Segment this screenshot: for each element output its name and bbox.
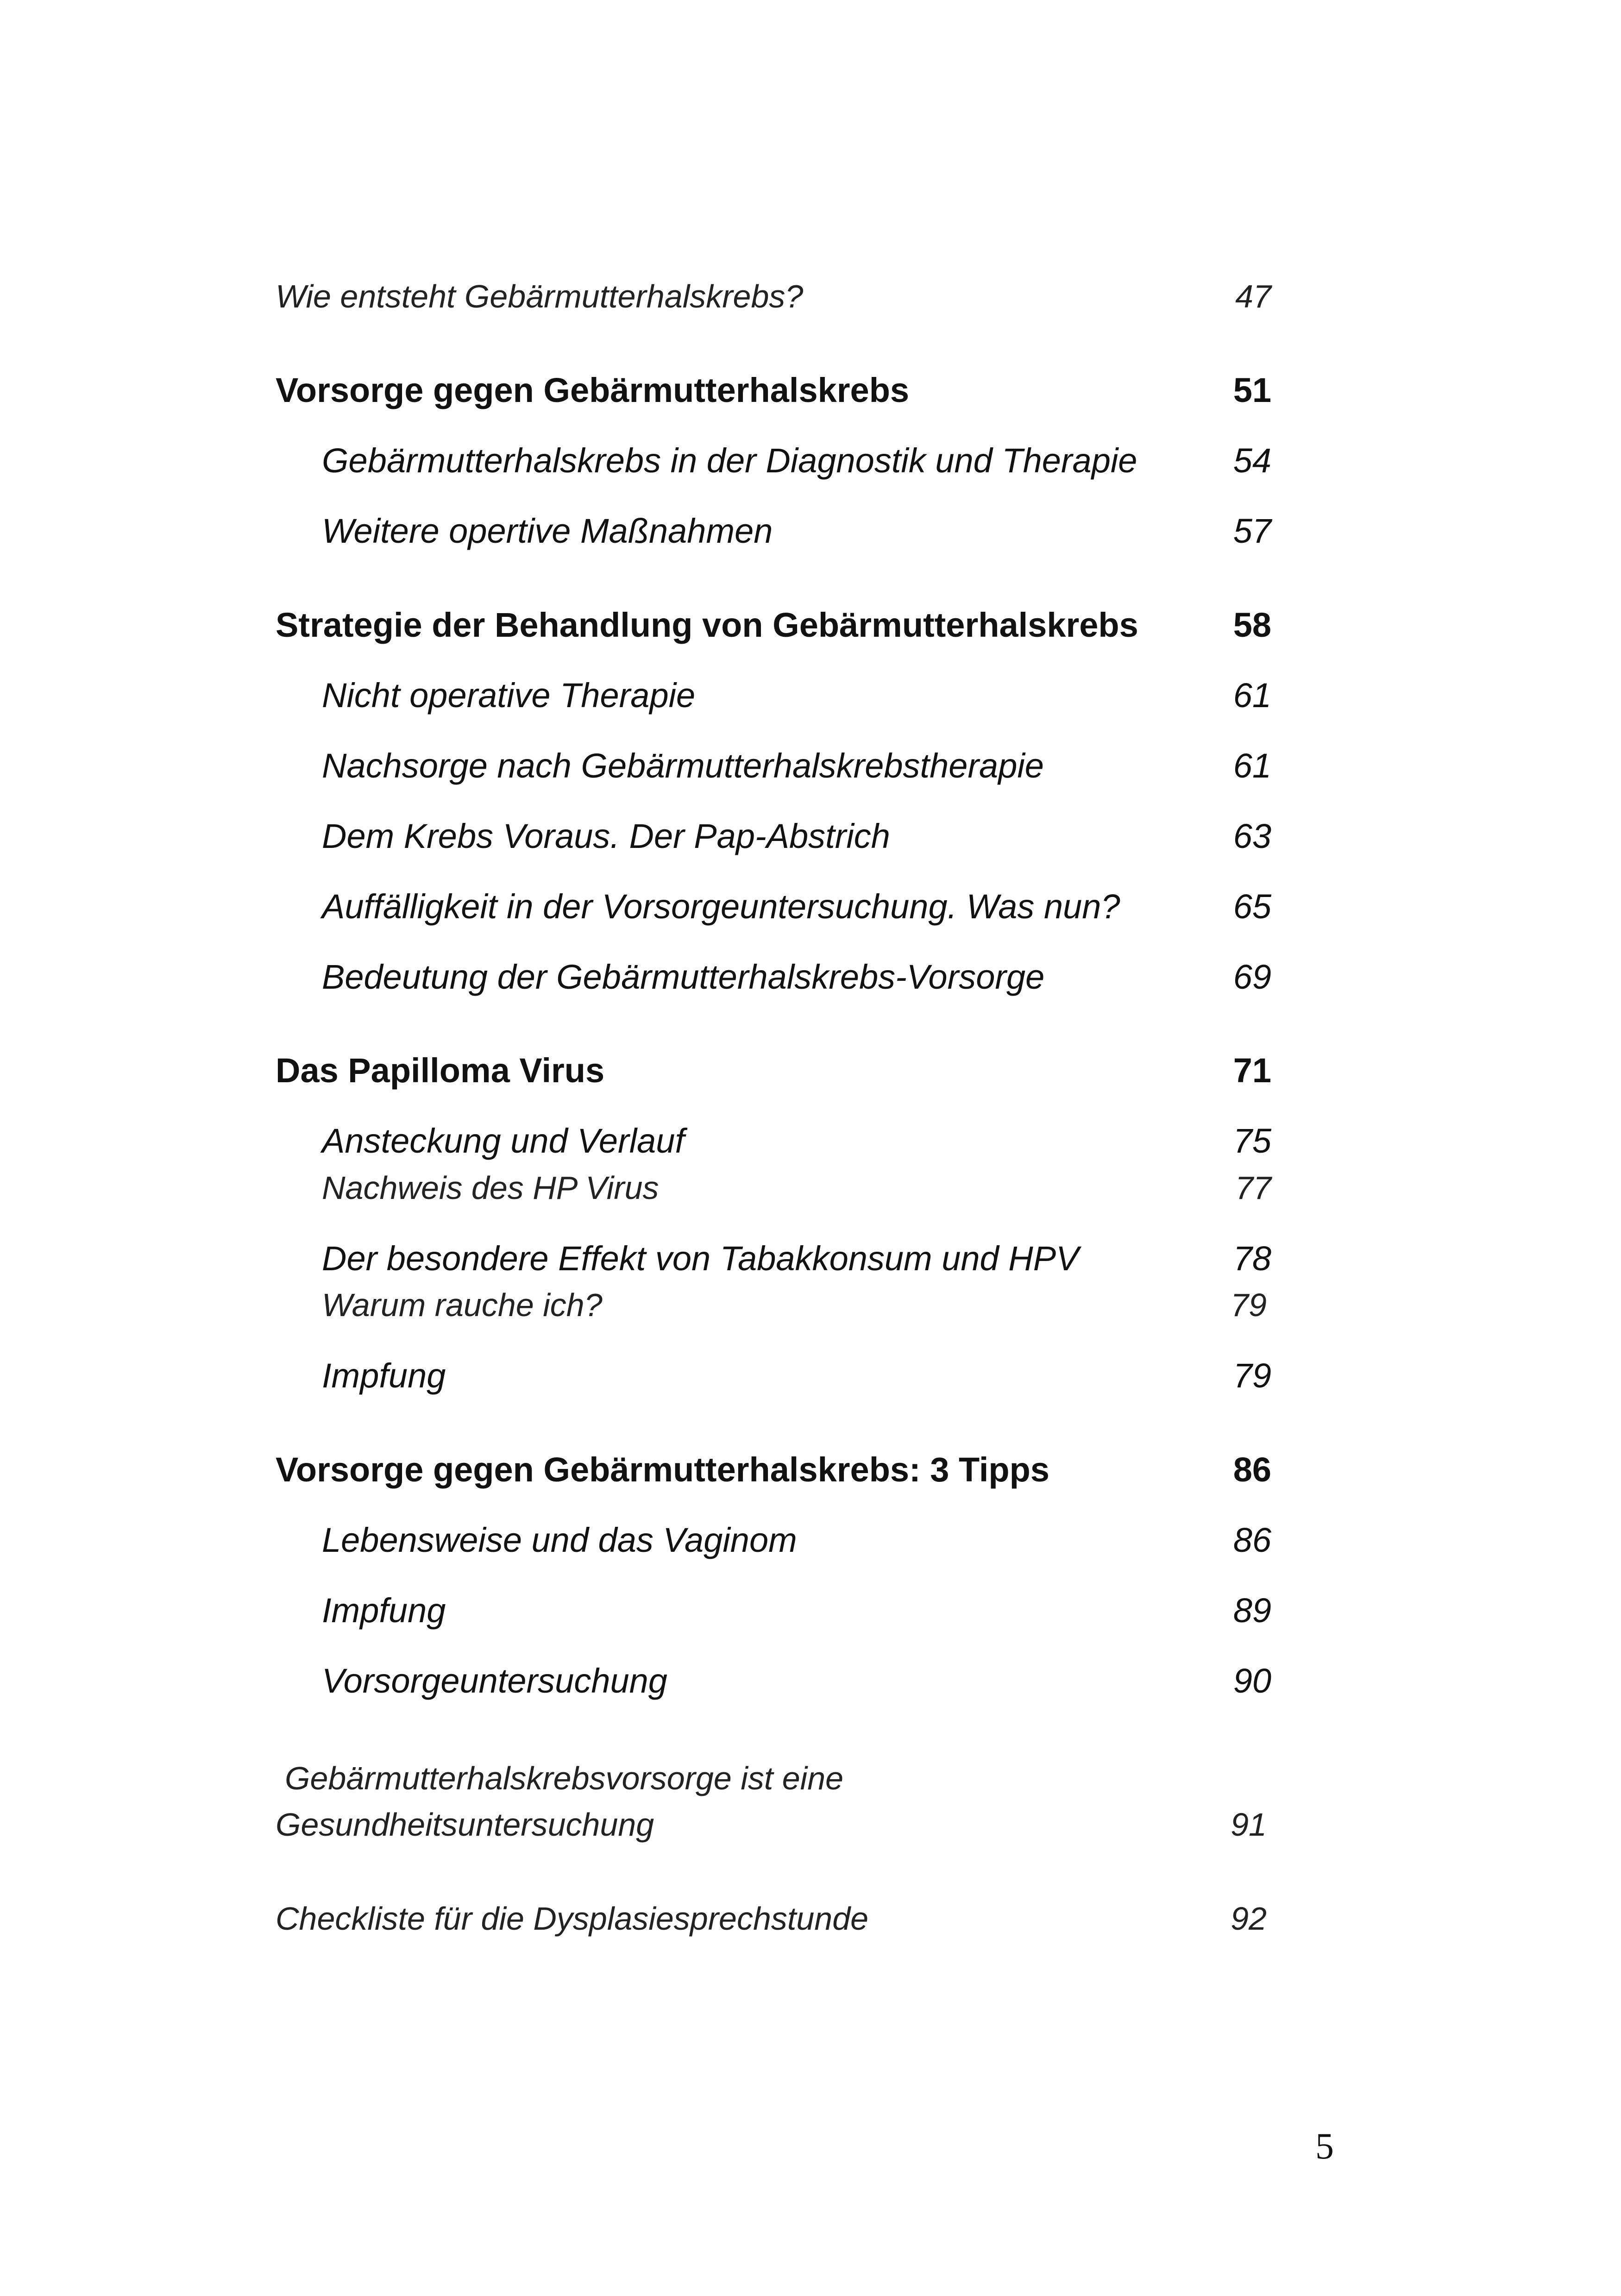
toc-chapter-page: 51	[1233, 371, 1271, 409]
toc-chapter	[276, 1450, 1271, 1492]
toc-entry-title: Warum rauche ich?	[322, 1287, 603, 1323]
toc-entry-page: 86	[1233, 1521, 1271, 1559]
toc-entry-page: 78	[1233, 1239, 1271, 1278]
toc-entry-title: Gebärmutterhalskrebs in der Diagnostik und Therapie	[322, 441, 1137, 480]
toc-entry-title: Bedeutung der Gebärmutterhalskrebs-Vorsorge	[322, 958, 1045, 996]
toc-entry	[322, 1239, 1271, 1280]
toc-entry-page: 77	[1235, 1170, 1271, 1206]
toc-entry	[322, 957, 1271, 999]
toc-entry-title: Wie entsteht Gebärmutterhalskrebs?	[276, 278, 804, 314]
toc-entry-title: Checkliste für die Dysplasiesprechstunde	[276, 1901, 869, 1937]
toc-entry	[322, 746, 1271, 788]
toc-entry-title: Ansteckung und Verlauf	[322, 1122, 685, 1160]
toc-entry-page: 57	[1233, 512, 1271, 550]
page-number: 5	[1315, 2126, 1334, 2167]
toc-chapter-title: Vorsorge gegen Gebärmutterhalskrebs	[276, 371, 910, 409]
toc-entry-page: 63	[1233, 817, 1271, 855]
toc-entry	[322, 1356, 1271, 1398]
toc-chapter-page: 86	[1233, 1450, 1271, 1489]
toc-entry	[322, 676, 1271, 717]
toc-chapter	[276, 1051, 1271, 1092]
toc-entry-page: 61	[1233, 747, 1271, 785]
toc-entry-page: 69	[1233, 958, 1271, 996]
toc-entry-page: 65	[1233, 887, 1271, 926]
toc-entry-title: Der besondere Effekt von Tabakkonsum und HPV	[322, 1239, 1079, 1278]
toc-entry	[276, 1900, 1267, 1942]
toc-chapter-title: Vorsorge gegen Gebärmutterhalskrebs: 3 Tipps	[276, 1450, 1049, 1489]
toc-entry	[322, 887, 1271, 928]
toc-entry	[322, 1121, 1271, 1163]
toc-entry-title-line1: Gebärmutterhalskrebsvorsorge ist eine	[285, 1760, 844, 1796]
toc-entry-multiline	[276, 1760, 1267, 1852]
toc-entry-title: Nachsorge nach Gebärmutterhalskrebstherapie	[322, 747, 1044, 785]
toc-entry-page: 79	[1233, 1356, 1271, 1395]
toc-entry	[322, 1591, 1271, 1632]
toc-entry	[322, 1286, 1267, 1328]
toc-chapter-title: Das Papilloma Virus	[276, 1051, 605, 1090]
toc-entry-title: Impfung	[322, 1356, 446, 1395]
toc-entry	[276, 278, 1271, 320]
toc-entry	[322, 511, 1271, 553]
toc-entry-page: 90	[1233, 1662, 1271, 1700]
toc-entry-title: Nachweis des HP Virus	[322, 1170, 659, 1206]
toc-entry	[322, 1520, 1271, 1562]
toc-entry-page: 54	[1233, 441, 1271, 480]
toc-entry-page: 47	[1235, 278, 1271, 314]
toc-chapter-page: 58	[1233, 606, 1271, 644]
toc-entry-page: 61	[1233, 676, 1271, 715]
toc-entry-title: Lebensweise und das Vaginom	[322, 1521, 797, 1559]
toc-entry	[322, 441, 1271, 483]
toc-entry-page: 75	[1233, 1122, 1271, 1160]
toc-entry-title: Dem Krebs Voraus. Der Pap-Abstrich	[322, 817, 890, 855]
toc-entry-title: Weitere opertive Maßnahmen	[322, 512, 773, 550]
toc-entry-page: 91	[1231, 1807, 1267, 1843]
toc-chapter-page: 71	[1233, 1051, 1271, 1090]
toc-chapter	[276, 605, 1271, 647]
toc-entry-page: 92	[1231, 1901, 1267, 1937]
toc-entry	[322, 816, 1271, 858]
toc-entry-title: Impfung	[322, 1591, 446, 1630]
toc-chapter-title: Strategie der Behandlung von Gebärmutterhalskrebs	[276, 606, 1138, 644]
toc-entry-page: 79	[1231, 1287, 1267, 1323]
toc-entry-title: Auffälligkeit in der Vorsorgeuntersuchung. Was nun?	[322, 887, 1120, 926]
toc-entry-title: Vorsorgeuntersuchung	[322, 1662, 667, 1700]
toc-entry-title-line2: Gesundheitsuntersuchung	[276, 1807, 654, 1843]
toc-chapter	[276, 370, 1271, 412]
toc-entry-title: Nicht operative Therapie	[322, 676, 696, 715]
toc-entry-page: 89	[1233, 1591, 1271, 1630]
toc-entry	[322, 1661, 1271, 1703]
toc-entry	[322, 1169, 1271, 1211]
